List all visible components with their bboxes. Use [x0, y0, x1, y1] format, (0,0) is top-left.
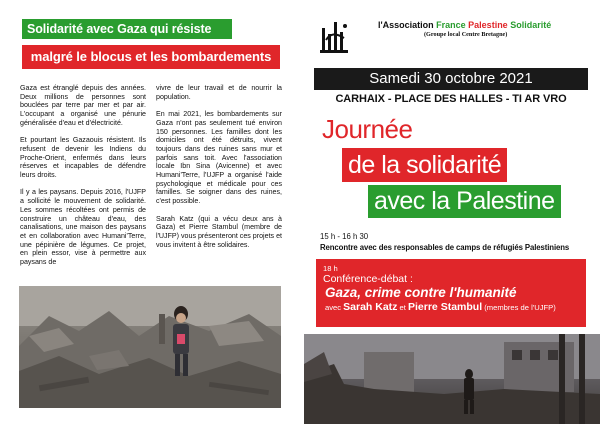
rubble-illustration: [19, 286, 281, 408]
speaker-2: Pierre Stambul: [408, 301, 483, 313]
title-line-2: de la solidarité: [342, 148, 507, 182]
assoc-france: France: [436, 20, 469, 30]
article-paragraph: Gaza est étranglé depuis des années. Deux millions de personnes sont bouclées par terre par mer et par air. L'occupant a organisé une pénurie généralisée d'eau et d'électricité.: [20, 84, 146, 127]
event-place: CARHAIX - PLACE DES HALLES - TI AR VRO: [335, 93, 567, 105]
article-paragraph: En mai 2021, les bombardements sur Gaza n'ont pas seulement tué environ 150 personnes. Les familles dont les domiciles ont été détruits, vivent toujours dans des ruines sans mur et parfois sans toit. Avec l'association locale Ibn Sina (Avicenne) et avec Humani'Terre, l'UJFP a organisé l'aide psychologique et médicale pour ces familles. Se soigner dans des ruines, c'est possible.: [156, 110, 282, 206]
conference-speakers: [325, 301, 586, 314]
speaker-1: Sarah Katz: [343, 301, 398, 313]
association-logo: [316, 18, 352, 58]
speakers-and: et: [397, 303, 408, 312]
article-paragraph: Il y a les paysans. Depuis 2016, l'UJFP a sollicité le mouvement de solidarité. Les sommes récoltées ont permis de construire un château d'eau, des canalisations, une maison des paysans et en collaboration avec Humani'Terre, une pépinière de légumes. Ce projet, en plein essor, vise à permettre aux paysans de: [20, 188, 146, 267]
speaker-note: (membres de l'UJFP): [482, 303, 556, 312]
speakers-with: avec: [325, 303, 344, 312]
headline-green: Solidarité avec Gaza qui résiste: [22, 19, 232, 39]
meeting-description: Rencontre avec des responsables de camps de réfugiés Palestiniens: [320, 243, 570, 252]
meeting-time: 15 h - 16 h 30: [320, 232, 369, 241]
conference-title: Conférence-débat :: [323, 273, 413, 285]
event-date: Samedi 30 octobre 2021: [314, 68, 588, 90]
article-column-1: [20, 84, 146, 280]
ruined-buildings-photo: [304, 334, 600, 424]
article-paragraph: Et pourtant les Gazaouis résistent. Ils refusent de devenir les Indiens du Proche-Orient, enfermés dans leurs réserves et incapables de défendre leurs droits.: [20, 136, 146, 180]
conference-time: 18 h: [323, 264, 338, 273]
article-column-2: [156, 84, 282, 280]
title-line-3: avec la Palestine: [368, 185, 561, 218]
article-paragraph: Sarah Katz (qui a vécu deux ans à Gaza) et Pierre Stambul (membre de l'UJFP) vous présenteront ces projets et vous invitent à être solidaires.: [156, 214, 282, 249]
left-page: [0, 0, 296, 424]
ruins-illustration: [304, 334, 600, 424]
logo-icon: [316, 18, 352, 58]
rubble-child-photo: [19, 286, 281, 408]
conference-subject: Gaza, crime contre l'humanité: [325, 285, 517, 300]
article-columns: [20, 84, 282, 280]
assoc-solidarite: Solidarité: [510, 20, 552, 30]
title-line-1: Journée: [322, 114, 413, 144]
association-name: [378, 20, 588, 30]
assoc-subtitle: (Groupe local Centre Bretagne): [424, 31, 508, 38]
headline-red: malgré le blocus et les bombardements: [22, 45, 280, 69]
assoc-prefix: l'Association: [378, 20, 437, 30]
assoc-palestine: Palestine: [468, 20, 511, 30]
conference-box: [316, 259, 586, 327]
article-paragraph: vivre de leur travail et de nourrir la population.: [156, 84, 282, 101]
